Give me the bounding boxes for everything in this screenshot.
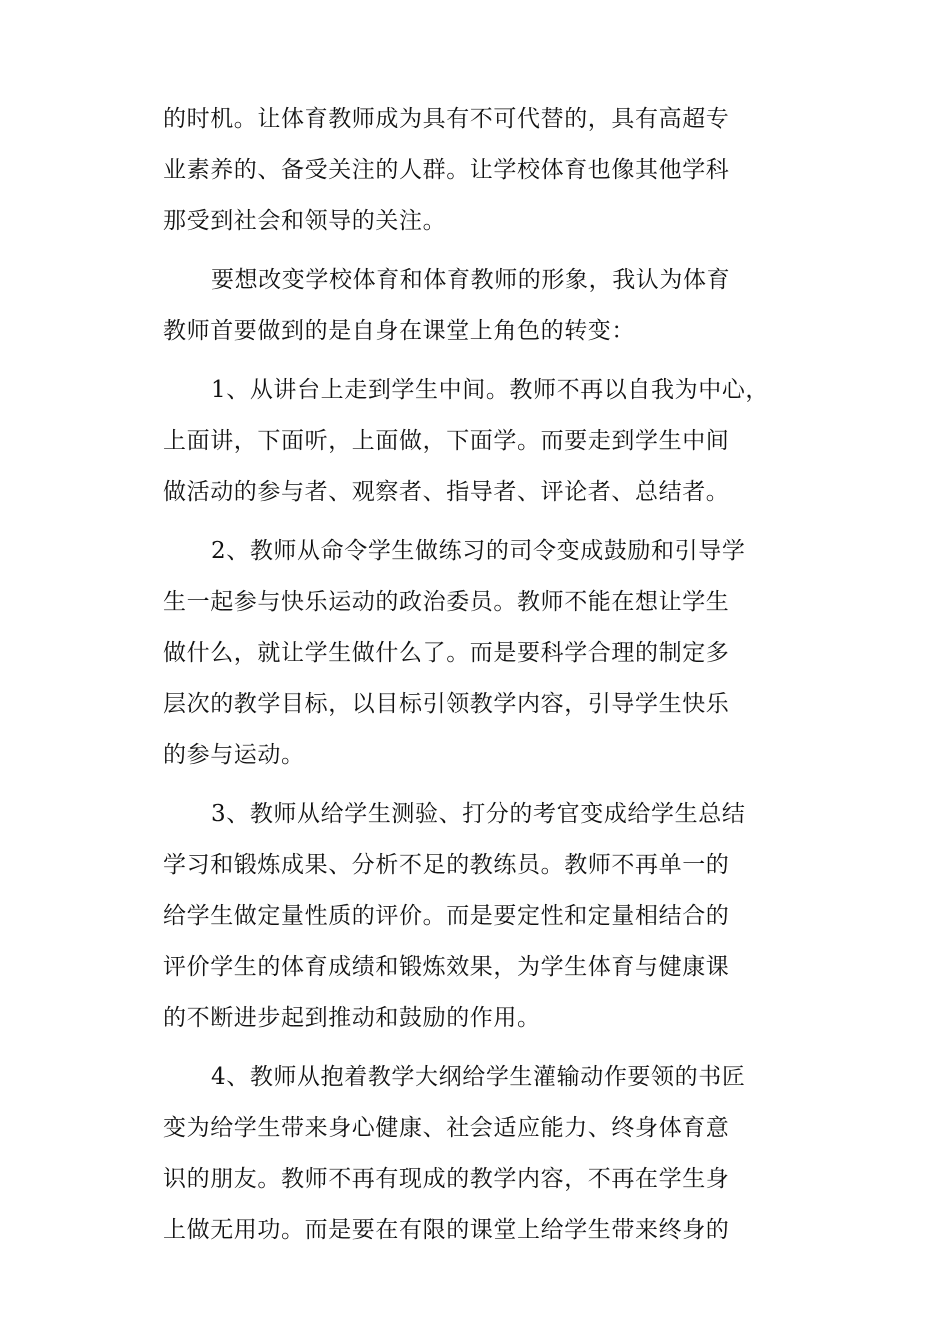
- text-line: 给学生做定量性质的评价。而是要定性和定量相结合的: [163, 903, 730, 929]
- text-line: 1、从讲台上走到学生中间。教师不再以自我为中心，: [211, 377, 770, 403]
- document-body: [163, 94, 793, 1256]
- paragraph-gap: [163, 518, 793, 526]
- text-line: 2、教师从命令学生做练习的司令变成鼓励和引导学: [211, 538, 746, 564]
- text-line: 要想改变学校体育和体育教师的形象，我认为体育: [211, 267, 731, 293]
- text-line: 4、教师从抱着教学大纲给学生灌输动作要领的书匠: [211, 1064, 746, 1090]
- paragraph: [163, 526, 793, 781]
- text-line: 的参与运动。: [163, 742, 305, 768]
- text-line: 教师首要做到的是自身在课堂上角色的转变：: [163, 318, 635, 344]
- paragraph: [163, 94, 793, 247]
- text-line: 的不断进步起到推动和鼓励的作用。: [163, 1005, 541, 1031]
- paragraph-gap: [163, 1044, 793, 1052]
- text-line: 识的朋友。教师不再有现成的教学内容，不再在学生身: [163, 1166, 730, 1192]
- text-line: 3、教师从给学生测验、打分的考官变成给学生总结: [211, 801, 746, 827]
- paragraph-gap: [163, 781, 793, 789]
- text-line: 学习和锻炼成果、分析不足的教练员。教师不再单一的: [163, 852, 730, 878]
- text-line: 层次的教学目标，以目标引领教学内容，引导学生快乐: [163, 691, 730, 717]
- text-line: 的时机。让体育教师成为具有不可代替的，具有高超专: [163, 106, 730, 132]
- text-line: 评价学生的体育成绩和锻炼效果，为学生体育与健康课: [163, 954, 730, 980]
- text-line: 上做无用功。而是要在有限的课堂上给学生带来终身的: [163, 1217, 730, 1243]
- paragraph: [163, 1052, 793, 1256]
- text-line: 上面讲，下面听，上面做，下面学。而要走到学生中间: [163, 428, 730, 454]
- text-line: 做活动的参与者、观察者、指导者、评论者、总结者。: [163, 479, 730, 505]
- text-line: 做什么，就让学生做什么了。而是要科学合理的制定多: [163, 640, 730, 666]
- text-line: 那受到社会和领导的关注。: [163, 208, 447, 234]
- paragraph: [163, 789, 793, 1044]
- paragraph-gap: [163, 247, 793, 255]
- text-line: 变为给学生带来身心健康、社会适应能力、终身体育意: [163, 1115, 730, 1141]
- paragraph: [163, 365, 793, 518]
- text-line: 业素养的、备受关注的人群。让学校体育也像其他学科: [163, 157, 730, 183]
- text-line: 生一起参与快乐运动的政治委员。教师不能在想让学生: [163, 589, 730, 615]
- paragraph: [163, 255, 793, 357]
- paragraph-gap: [163, 357, 793, 365]
